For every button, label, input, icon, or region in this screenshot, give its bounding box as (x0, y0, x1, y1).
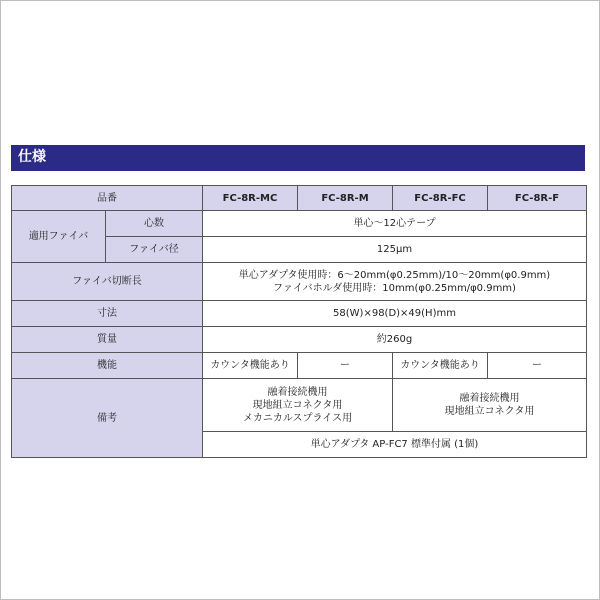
table-row-fiber-cores (12, 211, 587, 237)
remarks-a-line-1: 融着接続機用 (267, 386, 328, 398)
function-label: 機能 (12, 353, 203, 379)
mass-label: 質量 (12, 327, 203, 353)
fiber-cores-value: 単心～12心テープ (203, 211, 587, 237)
table-row-mass (12, 327, 587, 353)
model-fc-8r-f: FC-8R-F (488, 186, 587, 211)
remarks-group-a (203, 379, 393, 432)
table-row-cut-length (12, 263, 587, 301)
table-row-remarks (12, 379, 587, 432)
model-fc-8r-fc: FC-8R-FC (393, 186, 488, 211)
section-header (11, 145, 585, 170)
header-rule (11, 170, 585, 171)
dimensions-value: 58(W)×98(D)×49(H)mm (203, 301, 587, 327)
remarks-label: 備考 (12, 379, 203, 458)
table-row-header (12, 186, 587, 211)
cut-length-label: ファイバ切断長 (12, 263, 203, 301)
fiber-diameter-value: 125μm (203, 237, 587, 263)
dimensions-label: 寸法 (12, 301, 203, 327)
section-title: 仕様 (18, 149, 46, 165)
function-value-mc: カウンタ機能あり (203, 353, 298, 379)
cut-length-value (203, 263, 587, 301)
cut-length-line-2: ファイバホルダ使用時：10mm(φ0.25mm/φ0.9mm) (273, 282, 516, 294)
fiber-cores-label: 心数 (106, 211, 203, 237)
remarks-common: 単心アダプタ AP-FC7 標準付属 (1個) (203, 432, 587, 458)
remarks-a-line-2: 現地組立コネクタ用 (252, 399, 343, 411)
table-row-function (12, 353, 587, 379)
remarks-b-line-1: 融着接続機用 (459, 393, 520, 404)
function-value-f: ー (488, 353, 587, 379)
function-value-m: ー (298, 353, 393, 379)
model-fc-8r-m: FC-8R-M (298, 186, 393, 211)
function-value-fc: カウンタ機能あり (393, 353, 488, 379)
remarks-b-line-2: 現地組立コネクタ用 (444, 406, 535, 417)
fiber-diameter-label: ファイバ径 (106, 237, 203, 263)
remarks-a-line-3: メカニカルスプライス用 (242, 412, 353, 424)
model-header-label: 品番 (12, 186, 203, 211)
table-row-dimensions (12, 301, 587, 327)
model-fc-8r-mc: FC-8R-MC (203, 186, 298, 211)
spec-table (11, 185, 587, 458)
fiber-label: 適用ファイバ (12, 211, 106, 263)
mass-value: 約260g (203, 327, 587, 353)
cut-length-line-1: 単心アダプタ使用時：6～20mm(φ0.25mm)/10～20mm(φ0.9mm) (238, 269, 551, 281)
remarks-group-b (393, 379, 587, 432)
